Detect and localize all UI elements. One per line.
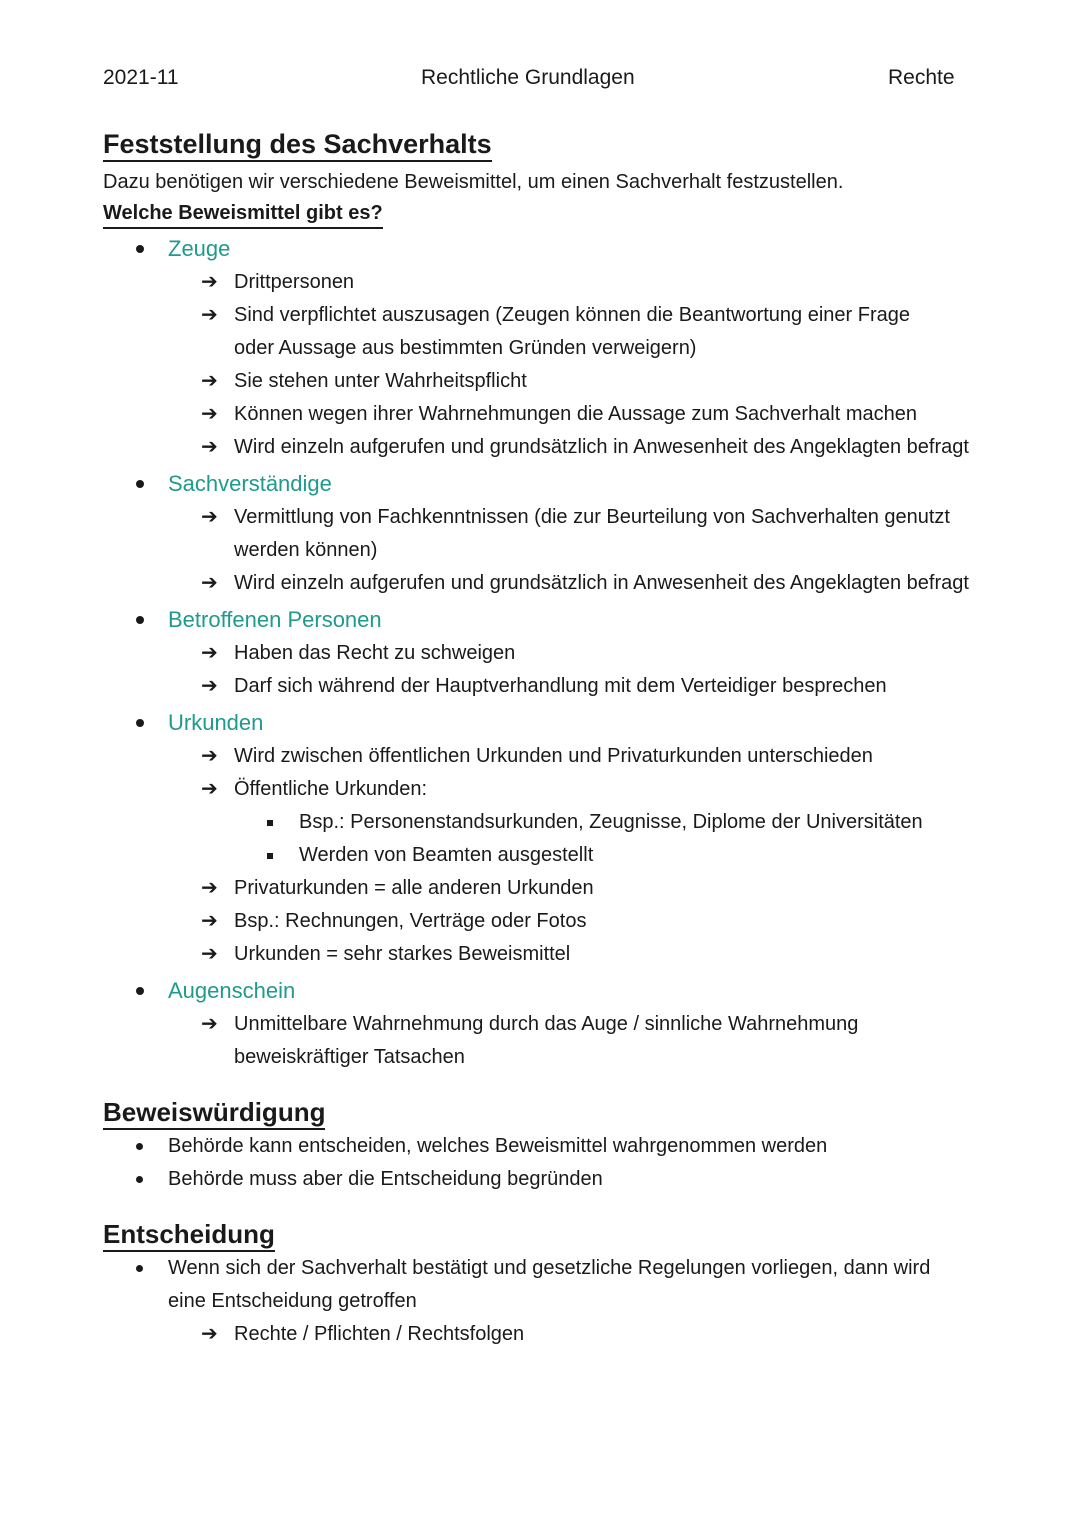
- arrow-right-icon: ➔: [201, 403, 218, 425]
- section-title-feststellung: Feststellung des Sachverhalts: [103, 128, 492, 162]
- list-item-betroffene: [103, 603, 1033, 637]
- list-item: [103, 266, 1033, 299]
- bullet-dot-icon: [136, 987, 144, 995]
- item-text: Urkunden = sehr starkes Beweismittel: [234, 943, 571, 965]
- item-text: Wird einzeln aufgerufen und grundsätzlich in Anwesenheit des Angeklagten befragt: [234, 572, 969, 594]
- list-item-urkunden: [103, 706, 1033, 740]
- page-header: [0, 66, 1080, 96]
- item-label: Betroffenen Personen: [168, 607, 382, 632]
- section-title-entscheidung: Entscheidung: [103, 1218, 275, 1252]
- item-text: Privaturkunden = alle anderen Urkunden: [234, 877, 594, 899]
- list-item: [103, 1163, 1033, 1196]
- item-text: Behörde kann entscheiden, welches Beweismittel wahrgenommen werden: [168, 1135, 828, 1157]
- list-item: [103, 905, 1033, 938]
- item-text: Wird zwischen öffentlichen Urkunden und Privaturkunden unterschieden: [234, 745, 873, 767]
- item-text: Rechte / Pflichten / Rechtsfolgen: [234, 1323, 525, 1345]
- list-item: [103, 567, 1033, 600]
- arrow-right-icon: ➔: [201, 778, 218, 800]
- list-item: [103, 299, 1033, 332]
- bullet-dot-icon: [136, 480, 144, 488]
- list-item-continuation: [103, 1041, 1033, 1074]
- item-text: Wird einzeln aufgerufen und grundsätzlich in Anwesenheit des Angeklagten befragt: [234, 436, 969, 458]
- question-heading: Welche Beweismittel gibt es?: [103, 199, 383, 229]
- item-text: werden können): [234, 539, 378, 561]
- list-item: [103, 740, 1033, 773]
- item-label: Augenschein: [168, 978, 296, 1003]
- intro-text: Dazu benötigen wir verschiedene Beweismittel, um einen Sachverhalt festzustellen.: [103, 171, 844, 193]
- list-item: [103, 773, 1033, 806]
- item-text: Vermittlung von Fachkenntnissen (die zur Beurteilung von Sachverhalten genutzt: [234, 506, 950, 528]
- item-text: Bsp.: Personenstandsurkunden, Zeugnisse, Diplome der Universitäten: [299, 811, 923, 833]
- item-text: Behörde muss aber die Entscheidung begründen: [168, 1168, 603, 1190]
- arrow-right-icon: ➔: [201, 943, 218, 965]
- header-subject: Rechte: [888, 66, 955, 89]
- list-item-continuation: [103, 534, 1033, 567]
- arrow-right-icon: ➔: [201, 910, 218, 932]
- arrow-right-icon: ➔: [201, 304, 218, 326]
- list-item: [103, 1130, 1033, 1163]
- list-item-continuation: [103, 1285, 1033, 1318]
- list-item: [103, 431, 1033, 464]
- bullet-dot-icon: [136, 1176, 143, 1183]
- header-date: 2021-11: [103, 66, 179, 89]
- list-item-augenschein: [103, 974, 1033, 1008]
- item-text: beweiskräftiger Tatsachen: [234, 1046, 465, 1068]
- item-text: Sind verpflichtet auszusagen (Zeugen können die Beantwortung einer Frage: [234, 304, 910, 326]
- arrow-right-icon: ➔: [201, 370, 218, 392]
- item-text: Darf sich während der Hauptverhandlung mit dem Verteidiger besprechen: [234, 675, 887, 697]
- sub-list-item: [103, 806, 1033, 839]
- list-item: [103, 398, 1033, 431]
- arrow-right-icon: ➔: [201, 675, 218, 697]
- arrow-right-icon: ➔: [201, 271, 218, 293]
- square-bullet-icon: [267, 853, 273, 859]
- arrow-right-icon: ➔: [201, 1323, 218, 1345]
- arrow-right-icon: ➔: [201, 436, 218, 458]
- item-text: Öffentliche Urkunden:: [234, 778, 428, 800]
- list-item: [103, 637, 1033, 670]
- arrow-right-icon: ➔: [201, 1013, 218, 1035]
- list-item-sachverstaendige: [103, 467, 1033, 501]
- list-item-continuation: [103, 332, 1033, 365]
- item-label: Zeuge: [168, 236, 231, 261]
- bullet-dot-icon: [136, 616, 144, 624]
- item-text: Unmittelbare Wahrnehmung durch das Auge / sinnliche Wahrnehmung: [234, 1013, 859, 1035]
- item-text: Können wegen ihrer Wahrnehmungen die Aussage zum Sachverhalt machen: [234, 403, 918, 425]
- item-text: Sie stehen unter Wahrheitspflicht: [234, 370, 527, 392]
- arrow-right-icon: ➔: [201, 745, 218, 767]
- document-body: [103, 128, 1033, 1351]
- arrow-right-icon: ➔: [201, 877, 218, 899]
- list-item-zeuge: [103, 232, 1033, 266]
- arrow-right-icon: ➔: [201, 506, 218, 528]
- list-item: [103, 938, 1033, 971]
- item-label: Urkunden: [168, 710, 264, 735]
- list-item: [103, 872, 1033, 905]
- header-title: Rechtliche Grundlagen: [421, 66, 635, 89]
- item-label: Sachverständige: [168, 471, 332, 496]
- arrow-right-icon: ➔: [201, 642, 218, 664]
- list-item: [103, 501, 1033, 534]
- item-text: Haben das Recht zu schweigen: [234, 642, 516, 664]
- arrow-right-icon: ➔: [201, 572, 218, 594]
- bullet-dot-icon: [136, 1143, 143, 1150]
- list-item: [103, 1252, 1033, 1285]
- item-text: Drittpersonen: [234, 271, 355, 293]
- square-bullet-icon: [267, 820, 273, 826]
- list-item: [103, 670, 1033, 703]
- list-item: [103, 365, 1033, 398]
- item-text: eine Entscheidung getroffen: [168, 1290, 417, 1312]
- item-text: Werden von Beamten ausgestellt: [299, 844, 594, 866]
- bullet-dot-icon: [136, 1265, 143, 1272]
- section-title-beweiswuerdigung: Beweiswürdigung: [103, 1096, 325, 1130]
- bullet-dot-icon: [136, 719, 144, 727]
- item-text: Wenn sich der Sachverhalt bestätigt und gesetzliche Regelungen vorliegen, dann wird: [168, 1257, 931, 1279]
- list-item: [103, 1008, 1033, 1041]
- sub-list-item: [103, 839, 1033, 872]
- item-text: oder Aussage aus bestimmten Gründen verweigern): [234, 337, 697, 359]
- item-text: Bsp.: Rechnungen, Verträge oder Fotos: [234, 910, 587, 932]
- bullet-dot-icon: [136, 245, 144, 253]
- list-item: [103, 1318, 1033, 1351]
